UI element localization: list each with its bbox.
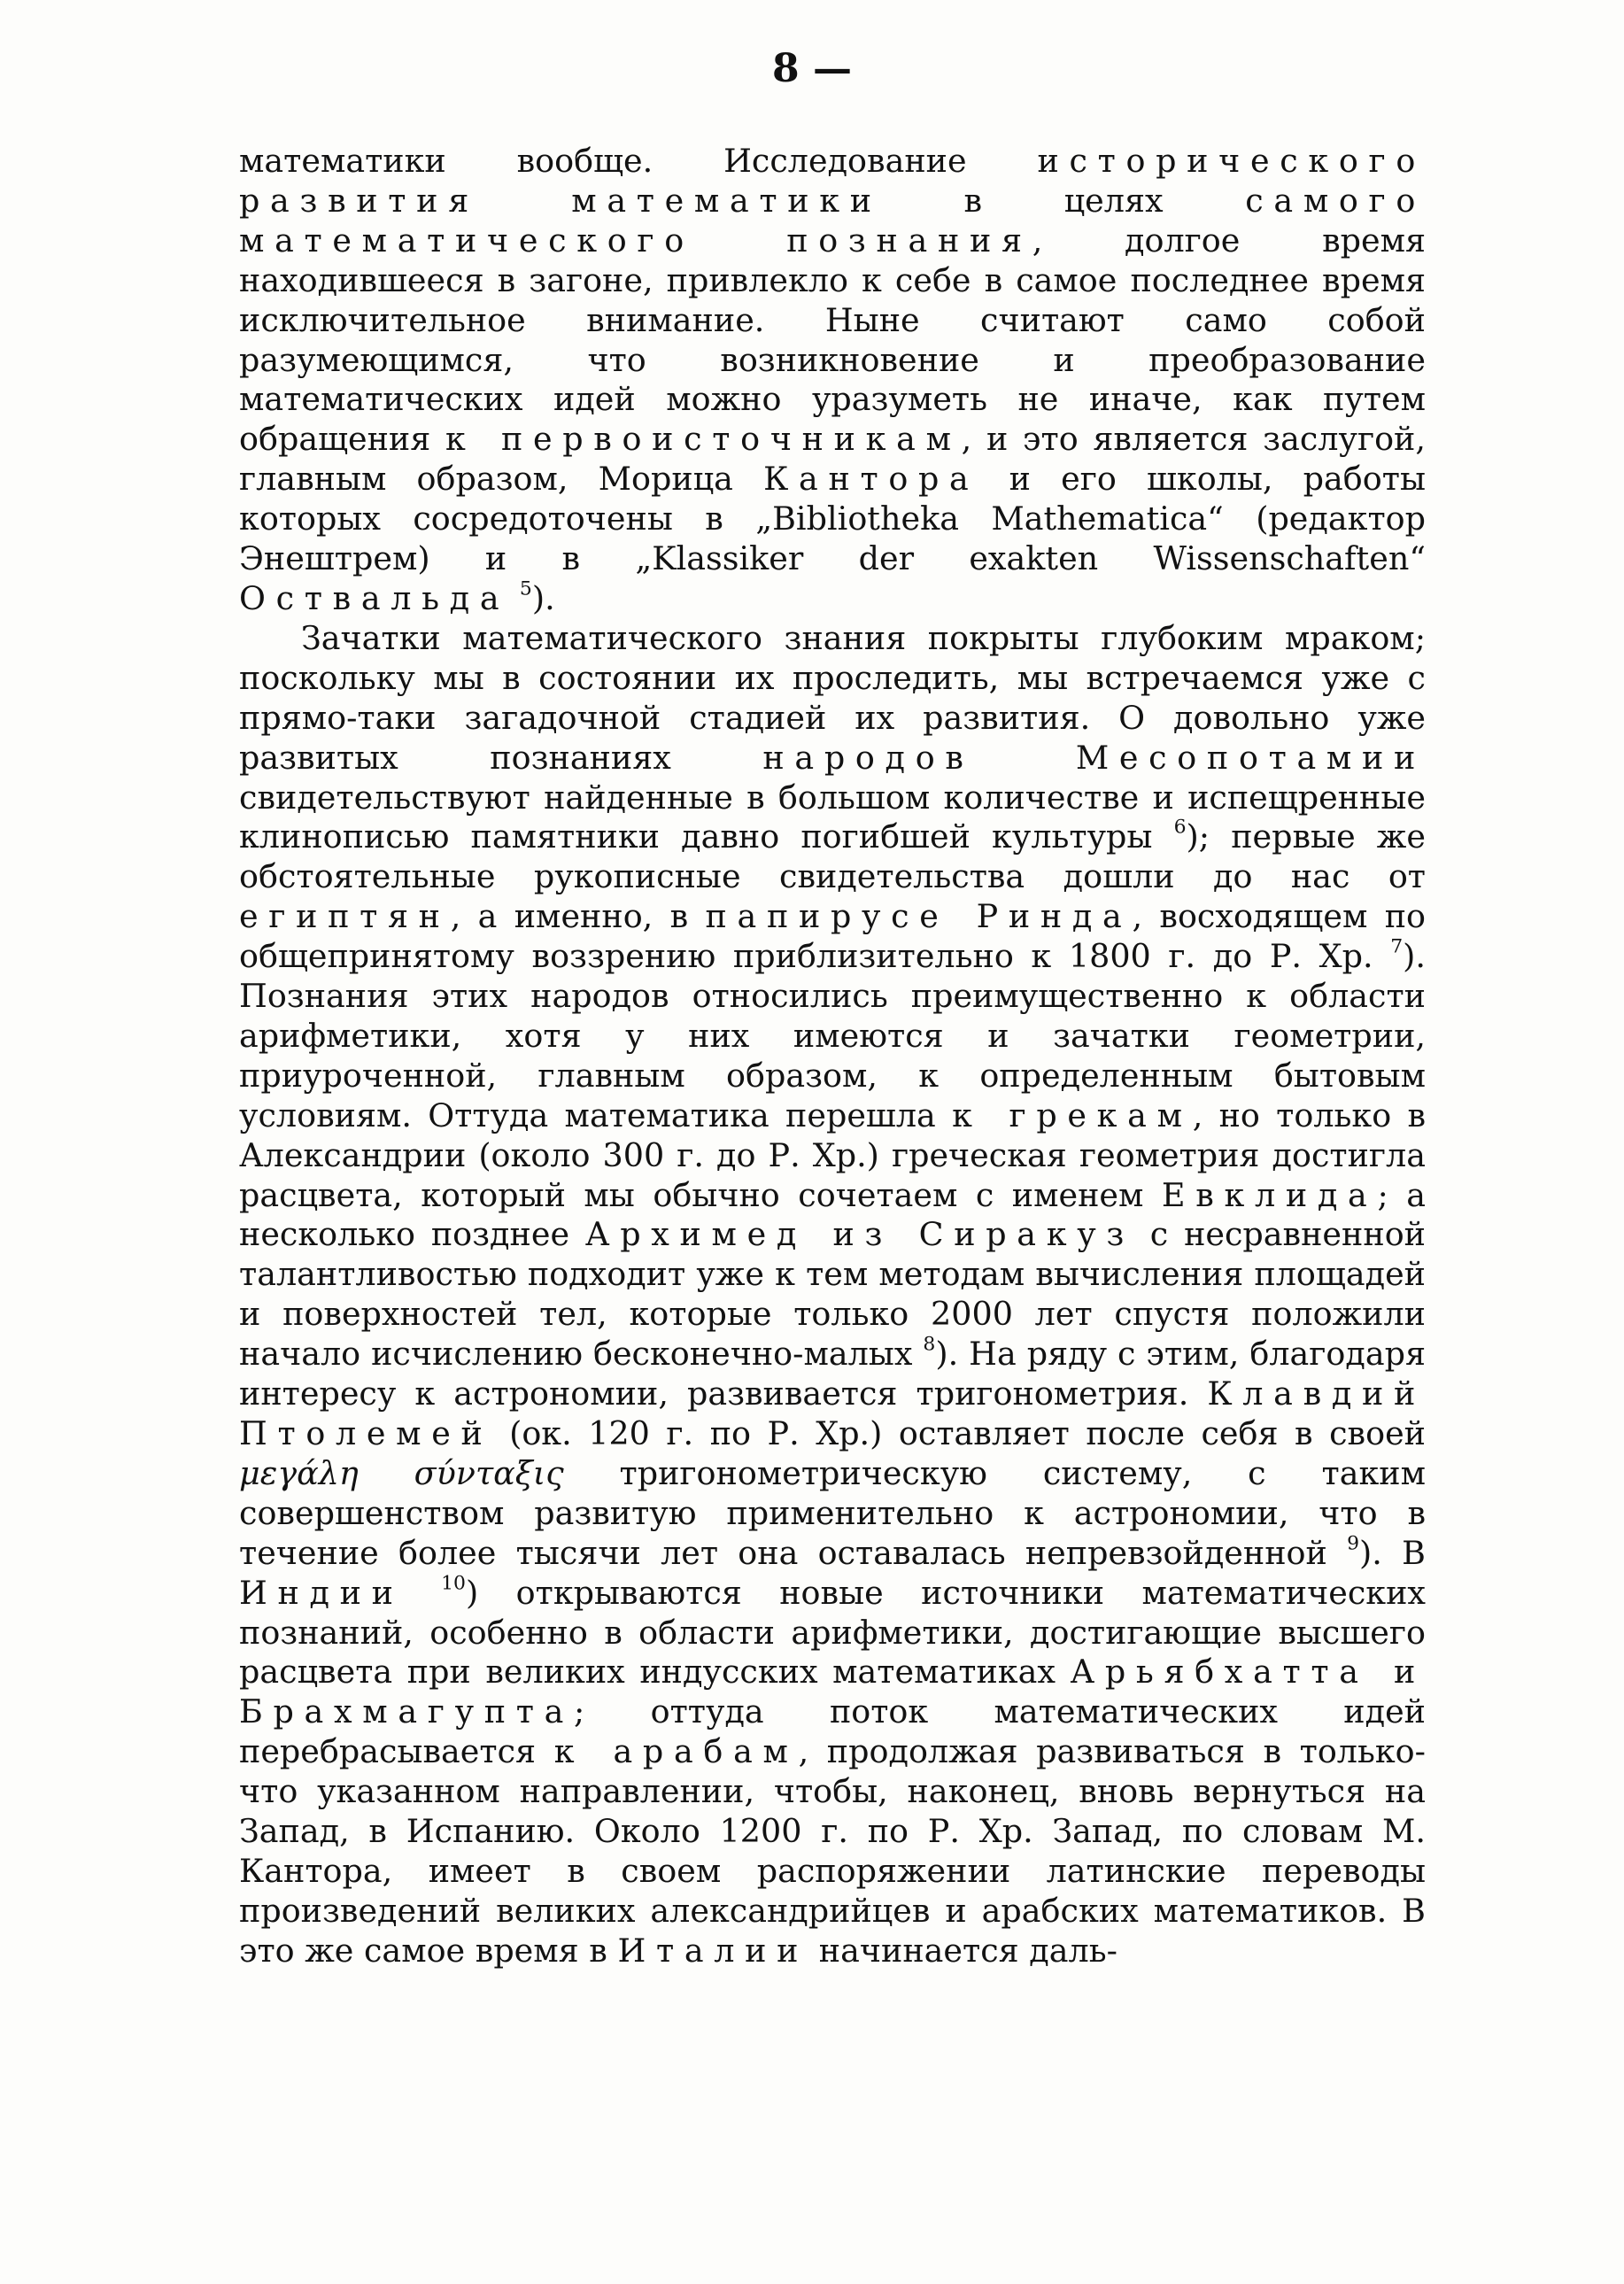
spaced-emphasis: Евклида [1161,1175,1378,1214]
text-run: (ок. 120 г. по Р. Хр.) оставляет после себя в своей [492,1414,1426,1452]
spaced-emphasis: Архимед из Сиракуз [584,1215,1134,1254]
text-run: тригонометрическую систему, с таким совершенством развитую применительно к астрономии, что в течение более тысячи лет она оставалась непревзойденной [239,1453,1426,1572]
text-run: ). На ряду с этим, благодаря интересу к астрономии, развивается тригонометрия. [239,1335,1426,1413]
text-run: , восходящем по общепринятому воззрению приблизительно к 1800 г. до Р. Хр. [239,897,1426,976]
spaced-emphasis: к грекам [952,1096,1193,1134]
text-run: ). В [1359,1533,1426,1572]
text-run: ). Познания этих народов относились преимущественно к области арифметики, хотя у них имеются и зачатки геометрии, приуроченной, главным образом, к определенным бытовым условиям. Оттуда математика перешла [239,937,1426,1134]
text-run: , продолжая развиваться в только-что указанном направлении, чтобы, наконец, вновь вернуться на Запад, в Испанию. Около 1200 г. по Р. Хр. Запад, по словам М. Кантора, имеет в своем распоряжении латинские переводы произведений великих александрийцев и арабских математиков. В это же самое время в [239,1732,1426,1970]
footnote-ref: 9 [1347,1532,1360,1555]
footnote-ref: 7 [1390,935,1404,958]
body-text [239,142,1426,1971]
footnote-ref: 8 [923,1333,936,1356]
page-number-header: 8 — [772,46,852,91]
text-run: , долгое время находившееся в загоне, привлекло к себе в самое последнее время исключительное внимание. Ныне считают само собой разумеющимся, что возникновение и преобразование математических идей можно уразуметь не иначе, как путем обращения [239,221,1427,459]
text-run: математики вообще. Исследование [239,142,1038,180]
text-run: и его школы, работы которых сосредоточены в „Bibliotheka Mathematica“ (редактор Энештрем) и в „Klassiker der exakten Wissenschaften“ [239,460,1426,578]
footnote-ref: 6 [1173,816,1187,839]
greek-title: μεγάλη σύνταξις [239,1453,564,1492]
text-run: , а именно, в [450,897,706,936]
text-run: свидетельствуют найденные в большом количестве и испещренные клинописью памятники давно погибшей культуры [239,778,1426,856]
spaced-emphasis: Италии [617,1931,809,1970]
text-run: начинается даль- [808,1931,1117,1970]
text-run: с несравненной талантливостью подходит уже к тем методам вычисления площадей и поверхностей тел, которые только 2000 лет спустя положили начало исчислению бесконечно-малых [239,1215,1426,1374]
spaced-emphasis: папирусе Ринда [705,897,1133,936]
footnote-ref: 10 [441,1572,466,1595]
text-run: в целях [881,181,1246,220]
spaced-emphasis: к первоисточникам [445,420,962,459]
text-run: ); первые же обстоятельные рукописные свидетельства дошли до нас от [239,817,1426,896]
text-run: Зачатки математического знания покрыты глубоким мраком; поскольку мы в состоянии их проследить, мы встречаемся уже с прямо-таки загадочной стадией их развития. О довольно уже развитых познаниях [239,618,1426,777]
spaced-emphasis: Клавдий Птолемей [239,1374,1426,1452]
footnote-ref: 5 [519,577,532,600]
text-run: ). [531,578,555,617]
spaced-emphasis: египтян [239,897,451,936]
spaced-emphasis: развития математики [239,181,882,220]
spaced-emphasis: Кантора [763,460,979,499]
spaced-emphasis: к арабам [553,1732,799,1771]
spaced-emphasis: Индии [239,1573,404,1612]
text-run: , и это является заслугой, главным образом, Морица [239,420,1426,499]
text-run: ; оттуда поток математических идей перебрасывается [239,1692,1426,1771]
text-run: ) открываются новые источники математических познаний, особенно в области арифметики, достигающие высшего расцвета при великих индусских математиках [239,1573,1426,1692]
text-run: , но только в Александрии (около 300 г. до Р. Хр.) греческая геометрия достигла расцвета, который мы обычно сочетаем с именем [239,1096,1426,1214]
text-run: ; а несколько позднее [239,1175,1426,1254]
paragraph [239,142,1426,619]
paragraph [239,619,1426,1971]
text-run [404,1574,441,1612]
spaced-emphasis: самого математического познания [239,181,1426,259]
spaced-emphasis: Оствальда [239,578,510,617]
spaced-emphasis: Арьябхатта и Брахмагупта [239,1653,1426,1731]
text-run [509,579,520,617]
spaced-emphasis: исторического [1037,142,1426,180]
spaced-emphasis: народов Месопотамии [762,738,1426,777]
